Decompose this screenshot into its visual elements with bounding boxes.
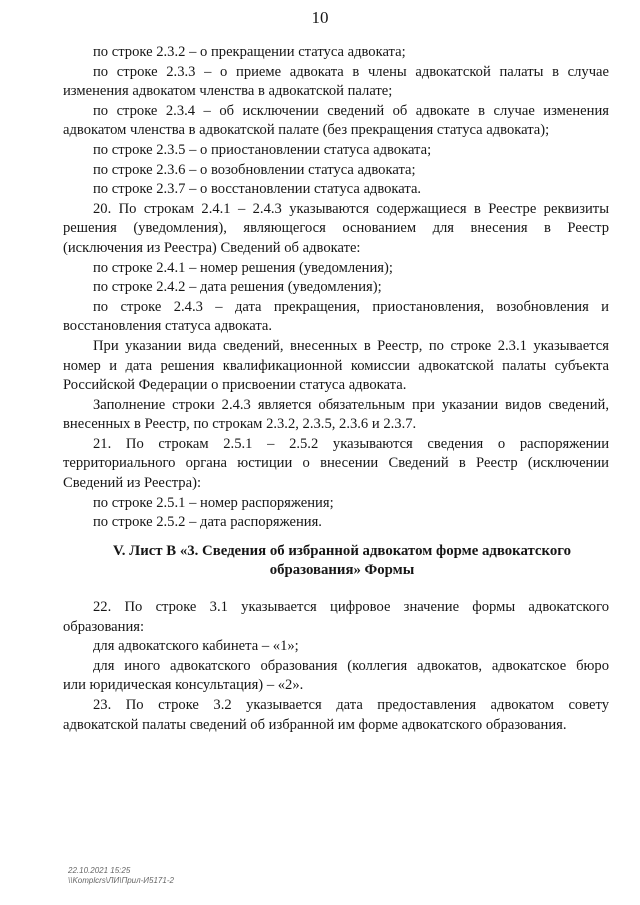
text-line: или юридическая консультация) – «2». [63,677,304,694]
section-v-text-block [63,598,609,735]
text-line: территориального органа юстиции о внесении Сведений в Реестр (исключении [63,455,609,472]
section-heading-line-2: образования» Формы [269,562,415,579]
text-line: по строке 2.3.6 – о возобновлении статуса адвоката; [93,161,416,178]
footer-path: \\Komplcrs\ЛИ\Прил-И5171-2 [68,876,174,885]
text-line: для иного адвокатского образования (коллегия адвокатов, адвокатское бюро [93,657,609,674]
text-line: 21. По строкам 2.5.1 – 2.5.2 указываются сведения о распоряжении [93,435,609,452]
text-line: по строке 2.3.4 – об исключении сведений об адвокате в случае изменения [93,102,609,119]
text-line: 20. По строкам 2.4.1 – 2.4.3 указываются содержащиеся в Реестре реквизиты [93,200,609,217]
text-line: по строке 2.4.2 – дата решения (уведомления); [93,279,382,296]
main-text-block [63,43,609,533]
footer-stamp [68,866,174,886]
section-heading-line-1: V. Лист В «3. Сведения об избранной адвокатом форме адвокатского [113,542,571,559]
page-number: 10 [311,8,329,27]
text-line: образования: [63,618,145,635]
text-line: восстановления статуса адвоката. [63,318,273,335]
text-line: по строке 2.4.1 – номер решения (уведомления); [93,259,393,276]
text-line: адвокатом членства в адвокатской палате (без прекращения статуса адвоката); [63,122,550,139]
text-line: адвокатской палаты сведений об избранной им форме адвокатского образования. [63,716,567,733]
text-line: изменения адвокатом членства в адвокатской палате; [63,83,393,100]
text-line: 23. По строке 3.2 указывается дата предоставления адвокатом совету [93,697,609,713]
text-line: номер и дата решения квалификационной комиссии адвокатской палаты субъекта [63,357,609,374]
text-line: по строке 2.4.3 – дата прекращения, приостановления, возобновления и [93,298,609,315]
text-line: по строке 2.3.2 – о прекращении статуса адвоката; [93,44,406,60]
footer-date: 22.10.2021 15:25 [68,866,131,875]
text-line: для адвокатского кабинета – «1»; [93,638,299,655]
text-line: по строке 2.5.1 – номер распоряжения; [93,494,334,511]
document-body [63,43,609,735]
text-line: решения (уведомления), являющегося основанием для внесения в Реестр [63,220,609,237]
text-line: по строке 2.5.2 – дата распоряжения. [93,514,322,531]
text-line: по строке 2.3.5 – о приостановлении статуса адвоката; [93,141,432,158]
text-line: по строке 2.3.3 – о приеме адвоката в члены адвокатской палаты в случае [93,63,609,80]
text-line: 22. По строке 3.1 указывается цифровое значение формы адвокатского [93,599,609,616]
text-line: Заполнение строки 2.4.3 является обязательным при указании видов сведений, [93,396,609,413]
text-line: по строке 2.3.7 – о восстановлении статуса адвоката. [93,181,422,198]
text-line: Сведений из Реестра): [63,475,201,492]
text-line: внесенных в Реестр, по строкам 2.3.2, 2.3.5, 2.3.6 и 2.3.7. [63,416,417,433]
text-line: (исключения из Реестра) Сведений об адвокате: [63,239,361,256]
text-line: При указании вида сведений, внесенных в Реестр, по строке 2.3.1 указывается [93,337,609,354]
text-line: Российской Федерации о присвоении статуса адвоката. [63,377,407,394]
